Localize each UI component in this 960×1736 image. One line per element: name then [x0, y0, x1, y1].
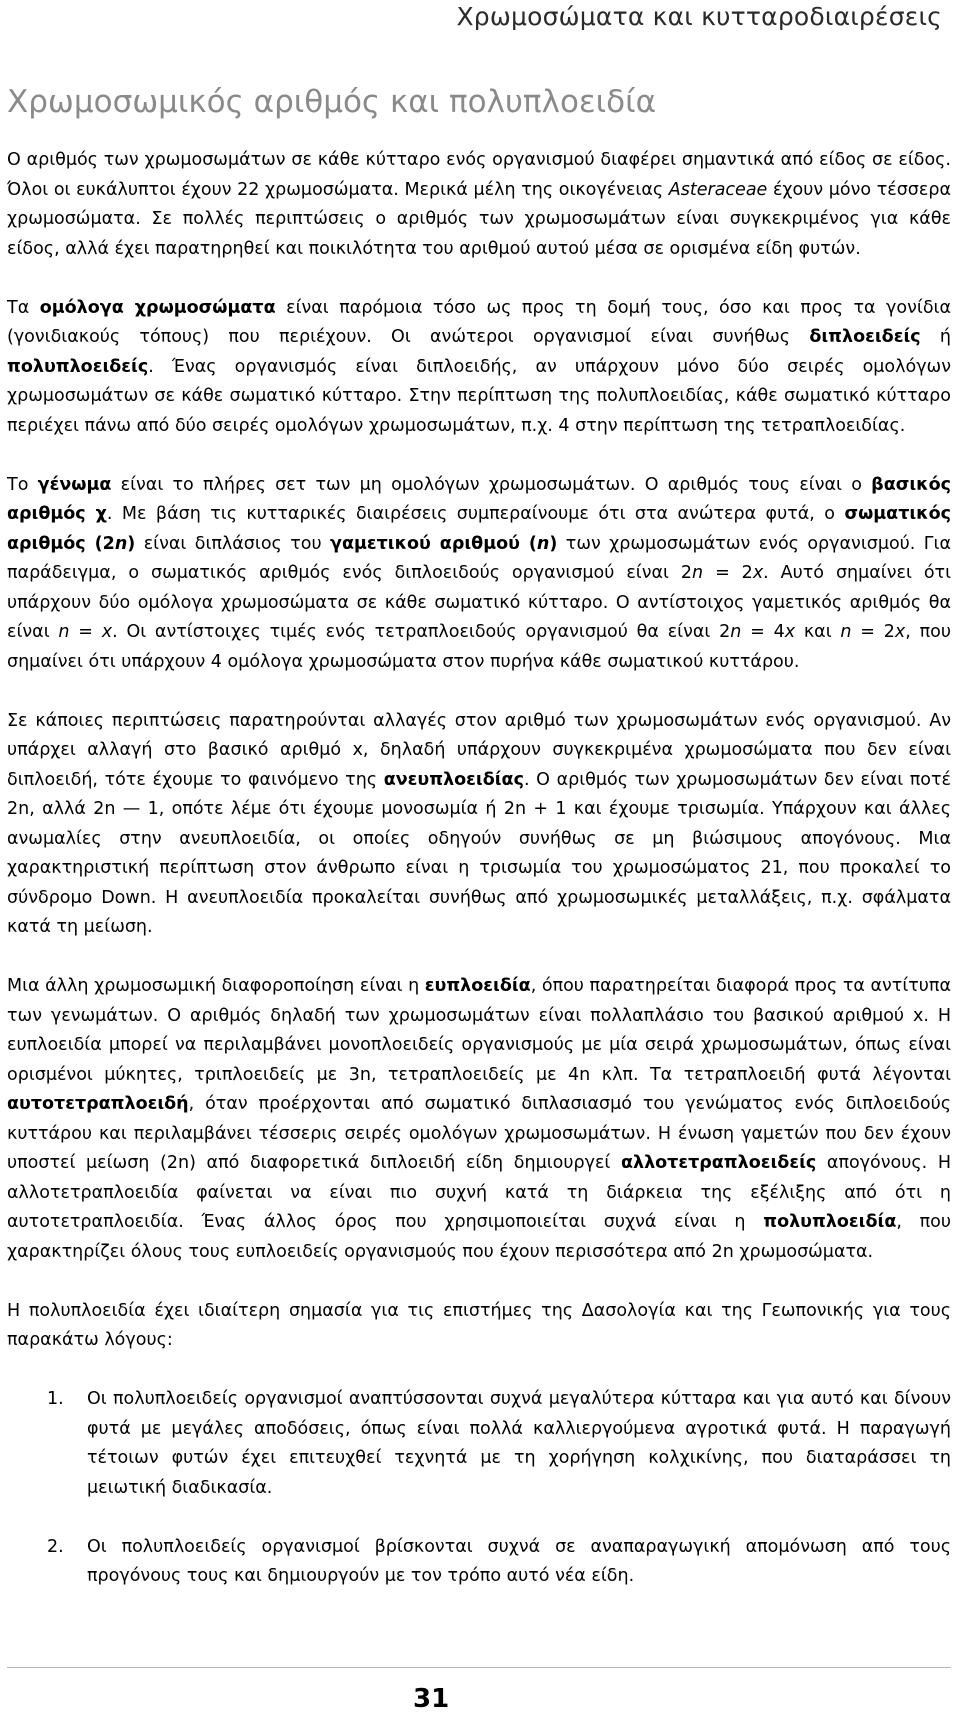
text-run: . Αυτό σημαίνει ότι υπάρχουν δύο ομόλογα χρωμοσώματα σε κάθε σωματικό κύτταρο. Ο αντίστοιχος γαμετικός αριθμός θα είναι [7, 563, 951, 642]
term-diploid: διπλοειδείς [809, 327, 921, 347]
math-var: n [692, 563, 704, 583]
section-title: Χρωμοσωμικός αριθμός και πολυπλοειδία [7, 84, 657, 120]
document-body [7, 146, 951, 1621]
math-var: x [894, 622, 906, 642]
text-run: Μια άλλη χρωμοσωμική διαφοροποίηση είναι η [7, 976, 425, 996]
list-item [7, 1385, 951, 1503]
text-run: . Με βάση τις κυτταρικές διαιρέσεις συμπεραίνουμε ότι στα ανώτερα φυτά, ο [106, 504, 845, 524]
term-aneuploidy: ανευπλοειδίας [383, 769, 524, 790]
term-polyploidy: πολυπλοειδία [763, 1212, 897, 1232]
text-run: , που σημαίνει ότι υπάρχουν 4 ομόλογα χρωμοσώματα στον πυρήνα κάθε σωματικού κυττάρου. [7, 622, 951, 672]
term-genome: γένωμα [37, 474, 112, 495]
paragraph-genome [7, 471, 951, 678]
math-var: n [536, 533, 550, 554]
paragraph-aneuploidy [7, 707, 951, 943]
paragraph-euploidy [7, 972, 951, 1267]
math-var: n [730, 622, 742, 642]
term-autotetraploid: αυτοτετραπλοειδή [7, 1094, 189, 1114]
paragraph-importance: Η πολυπλοειδία έχει ιδιαίτερη σημασία για τις επιστήμες της Δασολογία και της Γεωπονικής για τους παρακάτω λόγους: [7, 1300, 951, 1350]
text-run: των χρωμοσωμάτων ενός οργανισμού. Για παράδειγμα, ο σωματικός αριθμός ενός διπλοειδούς οργανισμού είναι 2 [7, 533, 952, 583]
text-run: Τα [7, 297, 40, 318]
term-euploidy: ευπλοειδία [424, 976, 531, 996]
page-number: 31 [413, 1684, 450, 1714]
math-var: n [114, 533, 128, 554]
text-run: απογόνους. Η αλλοτετραπλοειδία φαίνεται να είναι πιο συχνή κατά τη διάρκεια της εξέλιξης από ότι η αυτοτετραπλοειδία. Ένας άλλος όρος που χρησιμοποιείται συχνά είναι η [7, 1153, 952, 1232]
text-run: σωματικός αριθμός (2 [7, 504, 952, 554]
text-run: Ο αριθμός των χρωμοσωμάτων σε κάθε κύτταρο ενός οργανισμού διαφέρει σημαντικά από είδος σε είδος. Όλοι οι ευκάλυπτοι έχουν 22 χρωμοσώματα. Μερικά μέλη της οικογένειας [7, 150, 951, 200]
text-run: = 2 [851, 622, 895, 642]
text-run: είναι το πλήρες σετ των μη ομολόγων χρωμοσωμάτων. Ο αριθμός τους είναι ο [111, 474, 872, 495]
list-item-text: Οι πολυπλοειδείς οργανισμοί αναπτύσσονται συχνά μεγαλύτερα κύτταρα και για αυτό και δίνουν φυτά με μεγάλες αποδόσεις, όπως είναι πολλά καλλιεργούμενα αγροτικά φυτά. Η παραγωγή τέτοιων φυτών έχει επιτευχθεί τεχνητά με τη χορήγηση κολχικίνης, που διαταράσσει τη μειωτική διαδικασία. [87, 1389, 951, 1498]
term-polyploid: πολυπλοειδείς [7, 356, 149, 377]
term-allotetraploid: αλλοτετραπλοειδείς [620, 1153, 817, 1173]
text-run: Το [7, 474, 38, 495]
text-run: έχουν μόνο τέσσερα χρωμοσώματα. Σε πολλές περιπτώσεις ο αριθμός των χρωμοσωμάτων είναι συγκεκριμένος για κάθε είδος, αλλά έχει παρατηρηθεί και ποικιλότητα του αριθμού αυτού μέσα σε ορισμένα είδη φυτών. [7, 179, 951, 259]
list-item [7, 1533, 951, 1592]
text-run: γαμετικού αριθμού ( [330, 533, 537, 554]
text-run: είναι παρόμοια τόσο ως προς τη δομή τους, όσο και προς τα γονίδια (γονιδιακούς τόπους) που περιέχουν. Οι ανώτεροι οργανισμοί είναι συνήθως [7, 297, 951, 347]
text-run: = 4 [741, 622, 785, 642]
text-run: ) [549, 533, 558, 554]
term-homologous-chromosomes: ομόλογα χρωμοσώματα [39, 297, 276, 318]
text-run: είναι διπλάσιος του [135, 533, 331, 554]
paragraph-chromosome-number [7, 146, 951, 264]
list-number: 2. [47, 1536, 64, 1557]
list-number: 1. [47, 1389, 64, 1409]
text-run: . Ο αριθμός των χρωμοσωμάτων δεν είναι ποτέ 2n, αλλά 2n — 1, οπότε λέμε ότι έχουμε μονοσωμία ή 2n + 1 και έχουμε τρισωμία. Υπάρχουν και άλλες ανωμαλίες στην ανευπλοειδία, οι οποίες οδηγούν συνήθως σε μη βιώσιμους απογόνους. Μια χαρακτηριστική περίπτωση στον άνθρωπο είναι η τρισωμία του χρωμοσώματος 21, που προκαλεί το σύνδρομο Down. Η ανευπλοειδία προκαλείται συνήθως από χρωμοσωμικές μεταλλάξεις, π.χ. σφάλματα κατά τη μείωση. [7, 769, 951, 937]
text-run: = [69, 622, 102, 642]
text-run: ) [127, 533, 136, 554]
footer-divider [7, 1667, 951, 1668]
text-run: = 2 [703, 563, 753, 583]
term-gametic-number [330, 534, 557, 554]
math-var: n [840, 622, 852, 642]
text-run: , που χαρακτηρίζει όλους τους ευπλοειδείς οργανισμούς που έχουν περισσότερα από 2n χρωμοσώματα. [7, 1212, 951, 1262]
taxon-name: Asteraceae [668, 179, 768, 200]
text-run: , όταν προέρχονται από σωματικό διπλασιασμό του γενώματος ενός διπλοειδούς κυττάρου και περιλαμβάνει τέσσερις σειρές ομολόγων χρωμοσωμάτων. Η ένωση γαμετών που δεν έχουν υποστεί μείωση (2n) από διαφορετικά διπλοειδή είδη δημιουργεί [7, 1094, 951, 1173]
text-run: , όπου παρατηρείται διαφορά προς τα αντίτυπα των γενωμάτων. Ο αριθμός δηλαδή των χρωμοσωμάτων είναι πολλαπλάσιο του βασικού αριθμού x. Η ευπλοειδία μπορεί να περιλαμβάνει μονοπλοειδείς οργανισμούς με μία σειρά χρωμοσωμάτων, όπως είναι ορισμένοι μύκητες, τριπλοειδείς με 3n, τετραπλοειδείς με 4n κλπ. Τα τετραπλοειδή φυτά λέγονται [7, 976, 951, 1085]
text-run: και [795, 622, 841, 642]
math-var: x [101, 622, 113, 642]
running-header: Χρωμοσώματα και κυτταροδιαιρέσεις [456, 2, 942, 31]
text-run: ή [920, 327, 952, 347]
reasons-list [7, 1385, 951, 1592]
text-run: Σε κάποιες περιπτώσεις παρατηρούνται αλλαγές στον αριθμό των χρωμοσωμάτων ενός οργανισμού. Αν υπάρχει αλλαγή στο βασικό αριθμό x, δηλαδή υπάρχουν συγκεκριμένα χρωμοσώματα που δεν είναι διπλοειδή, τότε έχουμε το φαινόμενο της [7, 710, 951, 790]
math-var: x [752, 563, 764, 583]
math-var: n [58, 622, 70, 642]
list-item-text: Οι πολυπλοειδείς οργανισμοί βρίσκονται συχνά σε αναπαραγωγική απομόνωση από τους προγόνους τους και δημιουργούν με τον τρόπο αυτό νέα είδη. [87, 1536, 951, 1586]
paragraph-homologous-chromosomes [7, 294, 951, 442]
text-run: . Οι αντίστοιχες τιμές ενός τετραπλοειδούς οργανισμού θα είναι 2 [112, 622, 731, 642]
text-run: . Ένας οργανισμός είναι διπλοειδής, αν υπάρχουν μόνο δύο σειρές ομολόγων χρωμοσωμάτων σε κάθε σωματικό κύτταρο. Στην περίπτωση της πολυπλοειδίας, κάθε σωματικό κύτταρο περιέχει πάνω από δύο σειρές ομολόγων χρωμοσωμάτων, π.χ. 4 στην περίπτωση της τετραπλοειδίας. [7, 356, 951, 436]
term-basic-number: βασικός αριθμός χ [7, 474, 951, 524]
math-var: x [784, 622, 796, 642]
